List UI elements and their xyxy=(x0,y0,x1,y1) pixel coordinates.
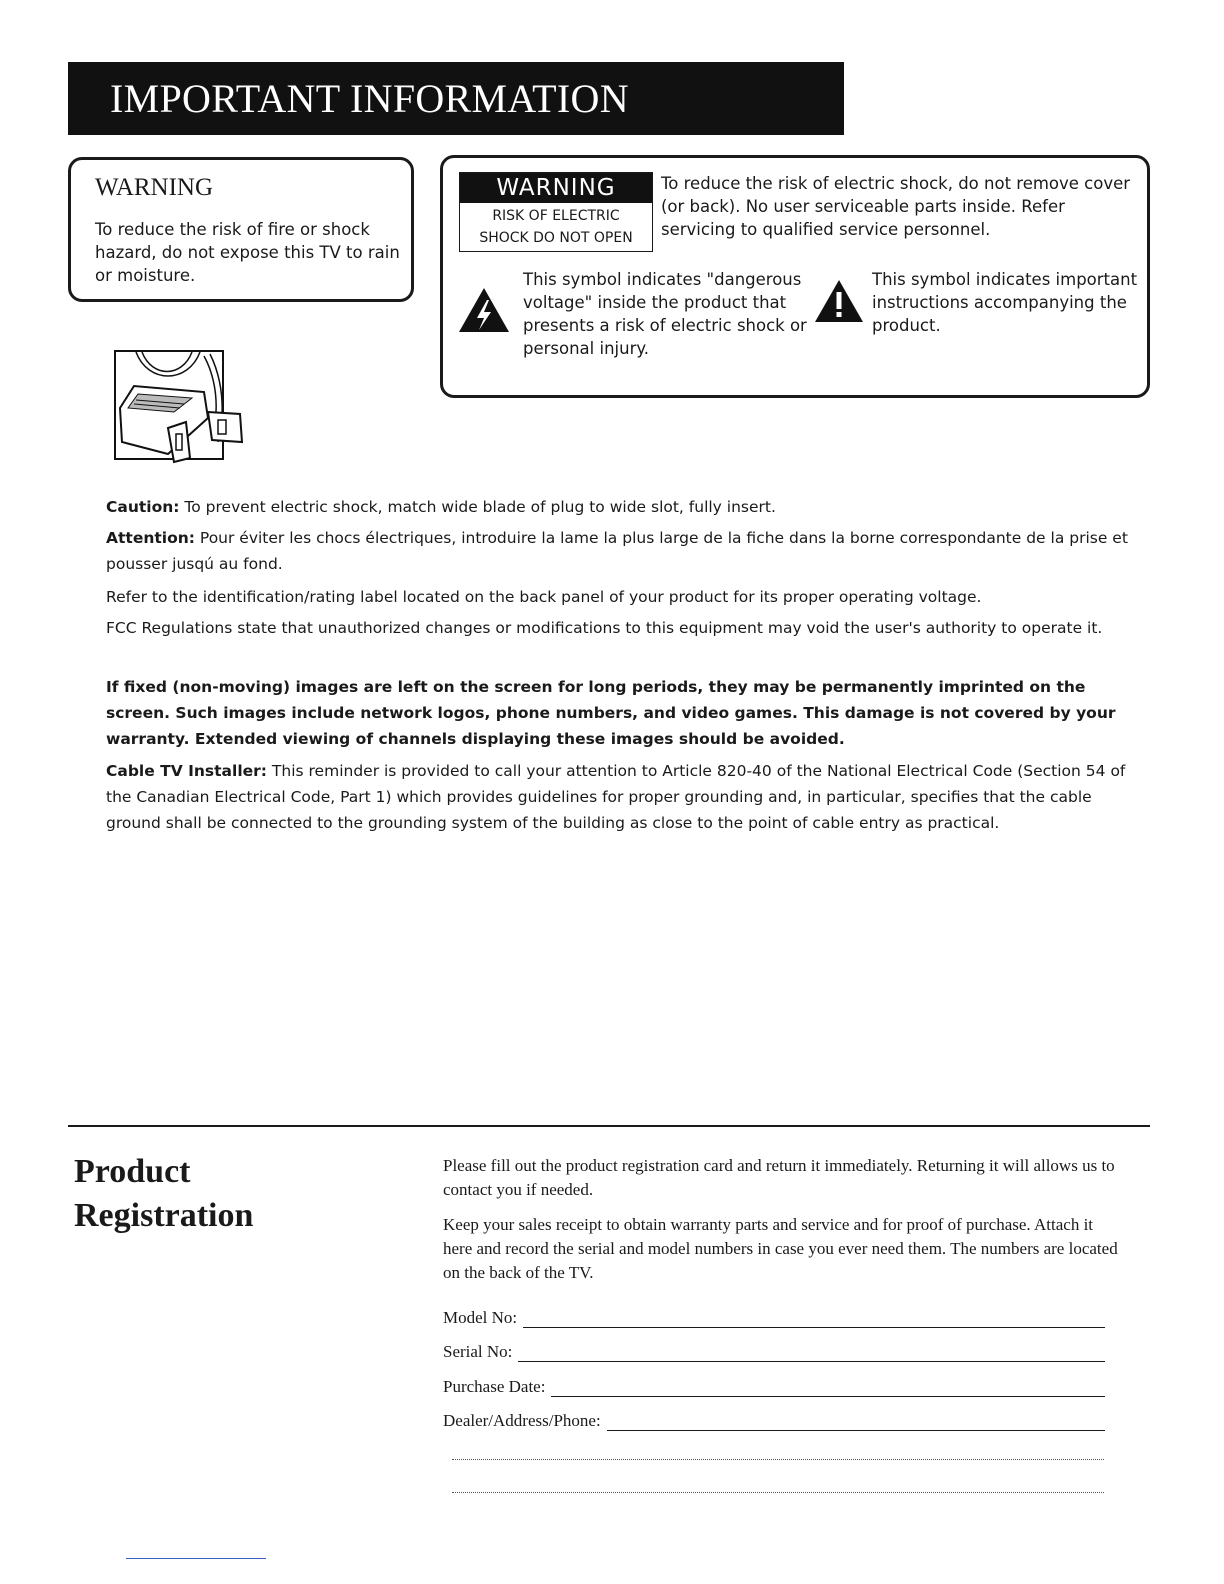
shock-label-subtitle xyxy=(460,203,652,249)
dealer-info-label: Dealer/Address/Phone: xyxy=(443,1411,601,1430)
voltage-symbol-text: This symbol indicates "dangerous voltage" inside the product that presents a risk of electric shock or personal injury. xyxy=(523,270,807,358)
fire-shock-warning-box xyxy=(68,157,414,302)
purchase-date-label: Purchase Date: xyxy=(443,1377,546,1396)
fcc-paragraph: FCC Regulations state that unauthorized changes or modifications to this equipment may void the user's authority to operate it. xyxy=(106,619,1103,637)
rating-label-paragraph: Refer to the identification/rating label located on the back panel of your product for its proper operating voltage. xyxy=(106,588,982,606)
polarized-plug-illustration xyxy=(112,348,246,472)
dealer-info-extra-line[interactable] xyxy=(452,1492,1104,1493)
caution-label: Caution: xyxy=(106,498,180,516)
sales-receipt-paragraph: Keep your sales receipt to obtain warranty parts and service and for proof of purchase. Attach it here and record the serial and model numbers in case you ever need them. The numbers are located on the back of the TV. xyxy=(443,1215,1118,1282)
registration-heading-line1: Product xyxy=(74,1153,191,1190)
registration-card-paragraph: Please fill out the product registration card and return it immediately. Returning it will allows us to contact you if needed. xyxy=(443,1156,1115,1199)
serial-number-field[interactable] xyxy=(443,1336,1105,1362)
warning-heading: WARNING xyxy=(95,174,214,201)
cable-installer-text: This reminder is provided to call your attention to Article 820-40 of the National Electrical Code (Section 54 of the Canadian Electrical Code, Part 1) which provides guidelines for proper grounding and, in particular, specifies that the cable ground shall be connected to the grounding system of the building as close to the point of cable entry as practical. xyxy=(106,762,1126,832)
serial-number-label: Serial No: xyxy=(443,1342,513,1361)
attention-label: Attention: xyxy=(106,529,195,547)
dealer-info-extra-line[interactable] xyxy=(452,1459,1104,1460)
page-title: IMPORTANT INFORMATION xyxy=(68,62,844,135)
shock-warning-text: To reduce the risk of electric shock, do not remove cover (or back). No user serviceable parts inside. Refer servicing to qualified service personnel. xyxy=(661,174,1131,239)
model-number-label: Model No: xyxy=(443,1308,518,1327)
image-retention-warning: If fixed (non-moving) images are left on the screen for long periods, they may be permanently imprinted on the screen. Such images include network logos, phone numbers, and video games. This damage is not covered by your warranty. Extended viewing of channels displaying these images should be avoided. xyxy=(106,678,1116,748)
shock-label-line2: SHOCK DO NOT OPEN xyxy=(479,230,633,246)
registration-heading-line2: Registration xyxy=(74,1197,254,1234)
model-number-blank[interactable] xyxy=(523,1309,1105,1328)
section-divider xyxy=(68,1125,1150,1127)
cable-installer-paragraph xyxy=(106,758,1146,836)
shock-label-line1: RISK OF ELECTRIC xyxy=(492,208,620,224)
registration-heading xyxy=(74,1150,374,1238)
warning-text: To reduce the risk of fire or shock hazard, do not expose this TV to rain or moisture. xyxy=(95,220,400,285)
purchase-date-field[interactable] xyxy=(443,1371,1105,1397)
cable-installer-label: Cable TV Installer: xyxy=(106,762,267,780)
shock-warning-label xyxy=(459,172,653,252)
instructions-symbol-text: This symbol indicates important instructions accompanying the product. xyxy=(872,270,1138,335)
shock-label-title: WARNING xyxy=(460,173,652,203)
footer-rule xyxy=(126,1558,266,1559)
dealer-info-blank[interactable] xyxy=(607,1412,1105,1431)
attention-text: Pour éviter les chocs électriques, introduire la lame la plus large de la fiche dans la borne correspondante de la prise et pousser jusqú au fond. xyxy=(106,529,1128,573)
lightning-bolt-triangle-icon xyxy=(457,286,511,334)
model-number-field[interactable] xyxy=(443,1302,1105,1328)
serial-number-blank[interactable] xyxy=(518,1343,1105,1362)
electric-shock-warning-box xyxy=(440,155,1150,398)
caution-text: To prevent electric shock, match wide blade of plug to wide slot, fully insert. xyxy=(179,498,776,516)
attention-paragraph xyxy=(106,525,1146,577)
dealer-info-field[interactable] xyxy=(443,1405,1105,1431)
purchase-date-blank[interactable] xyxy=(551,1378,1105,1397)
caution-paragraph xyxy=(106,494,1146,520)
exclamation-triangle-icon xyxy=(813,278,865,324)
